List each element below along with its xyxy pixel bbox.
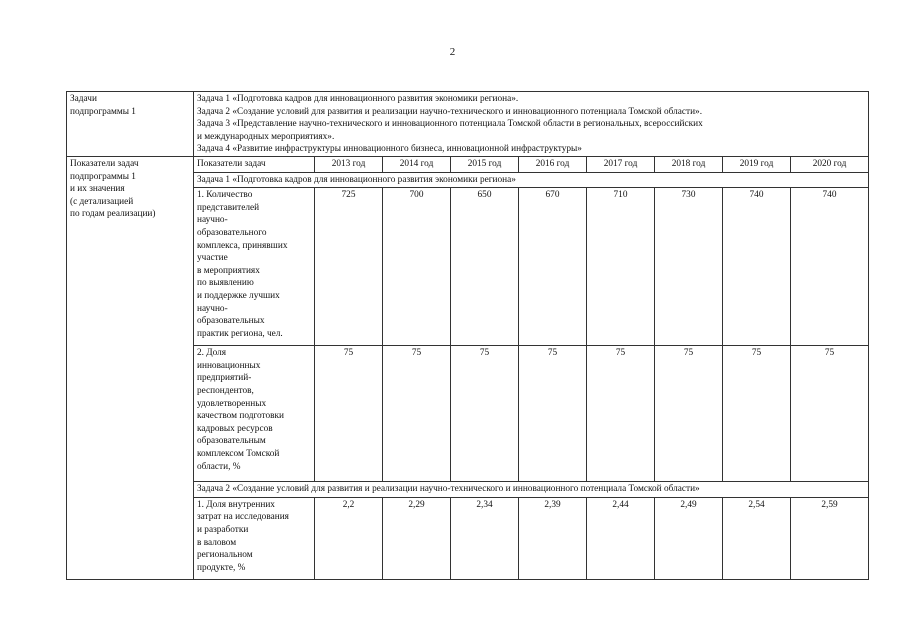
indicator-name: 1. Доля внутренних затрат на исследования и разработки в валовом региональном продукте, %: [194, 497, 315, 579]
indicator-value: 2,54: [723, 497, 791, 579]
year-2015: 2015 год: [451, 156, 519, 172]
indicators-header-label: Показатели задач: [194, 156, 315, 172]
year-2020: 2020 год: [791, 156, 869, 172]
indicator-value: 75: [451, 346, 519, 482]
indicator-value: 700: [383, 188, 451, 346]
tasks-row: [67, 92, 869, 157]
indicator-value: 670: [519, 188, 587, 346]
task-4-text: Задача 4 «Развитие инфраструктуры инновационного бизнеса, инновационной инфраструктуры»: [197, 144, 582, 155]
indicator-value: 740: [791, 188, 869, 346]
indicator-value: 75: [655, 346, 723, 482]
year-2019: 2019 год: [723, 156, 791, 172]
indicator-value: 2,44: [587, 497, 655, 579]
indicator-value: 2,59: [791, 497, 869, 579]
indicator-value: 75: [723, 346, 791, 482]
years-header-row: [67, 156, 869, 172]
indicator-value: 2,34: [451, 497, 519, 579]
page-number: 2: [449, 46, 456, 58]
indicator-value: 75: [383, 346, 451, 482]
indicator-value: 2,2: [315, 497, 383, 579]
indicator-value: 710: [587, 188, 655, 346]
indicator-value: 740: [723, 188, 791, 346]
year-2013: 2013 год: [315, 156, 383, 172]
indicator-value: 75: [791, 346, 869, 482]
subprogram-table: [66, 91, 869, 580]
tasks-label: Задачи подпрограммы 1: [67, 92, 194, 157]
year-2016: 2016 год: [519, 156, 587, 172]
year-2017: 2017 год: [587, 156, 655, 172]
year-2018: 2018 год: [655, 156, 723, 172]
indicator-value: 75: [519, 346, 587, 482]
task-3-text: Задача 3 «Представление научно-технического и инновационного потенциала Томской области в региональных, всероссийских и международных мероприятиях».: [197, 119, 703, 142]
task-2-text: Задача 2 «Создание условий для развития и реализации научно-технического и инновационного потенциала Томской области».: [197, 106, 703, 117]
task1-title: Задача 1 «Подготовка кадров для инновационного развития экономики региона»: [194, 172, 869, 188]
task-1-text: Задача 1 «Подготовка кадров для инновационного развития экономики региона».: [197, 94, 519, 104]
year-2014: 2014 год: [383, 156, 451, 172]
indicator-value: 2,39: [519, 497, 587, 579]
indicator-value: 75: [315, 346, 383, 482]
indicator-name: 1. Количество представителей научно- образовательного комплекса, принявших участие в мероприятиях по выявлению и поддержке лучших научно- образовательных практик региона, чел.: [194, 188, 315, 346]
task2-title: Задача 2 «Создание условий для развития и реализации научно-технического и инновационного потенциала Томской области»: [194, 482, 869, 498]
indicators-label: Показатели задач подпрограммы 1 и их значения (с детализацией по годам реализации): [67, 156, 194, 579]
indicator-value: 725: [315, 188, 383, 346]
indicator-value: 2,49: [655, 497, 723, 579]
indicator-name: 2. Доля инновационных предприятий- респондентов, удовлетворенных качеством подготовки кадровых ресурсов образовательным комплексом Томской области, %: [194, 346, 315, 482]
indicator-value: 2,29: [383, 497, 451, 579]
indicator-value: 650: [451, 188, 519, 346]
indicator-value: 730: [655, 188, 723, 346]
indicator-value: 75: [587, 346, 655, 482]
tasks-list: [194, 92, 869, 157]
